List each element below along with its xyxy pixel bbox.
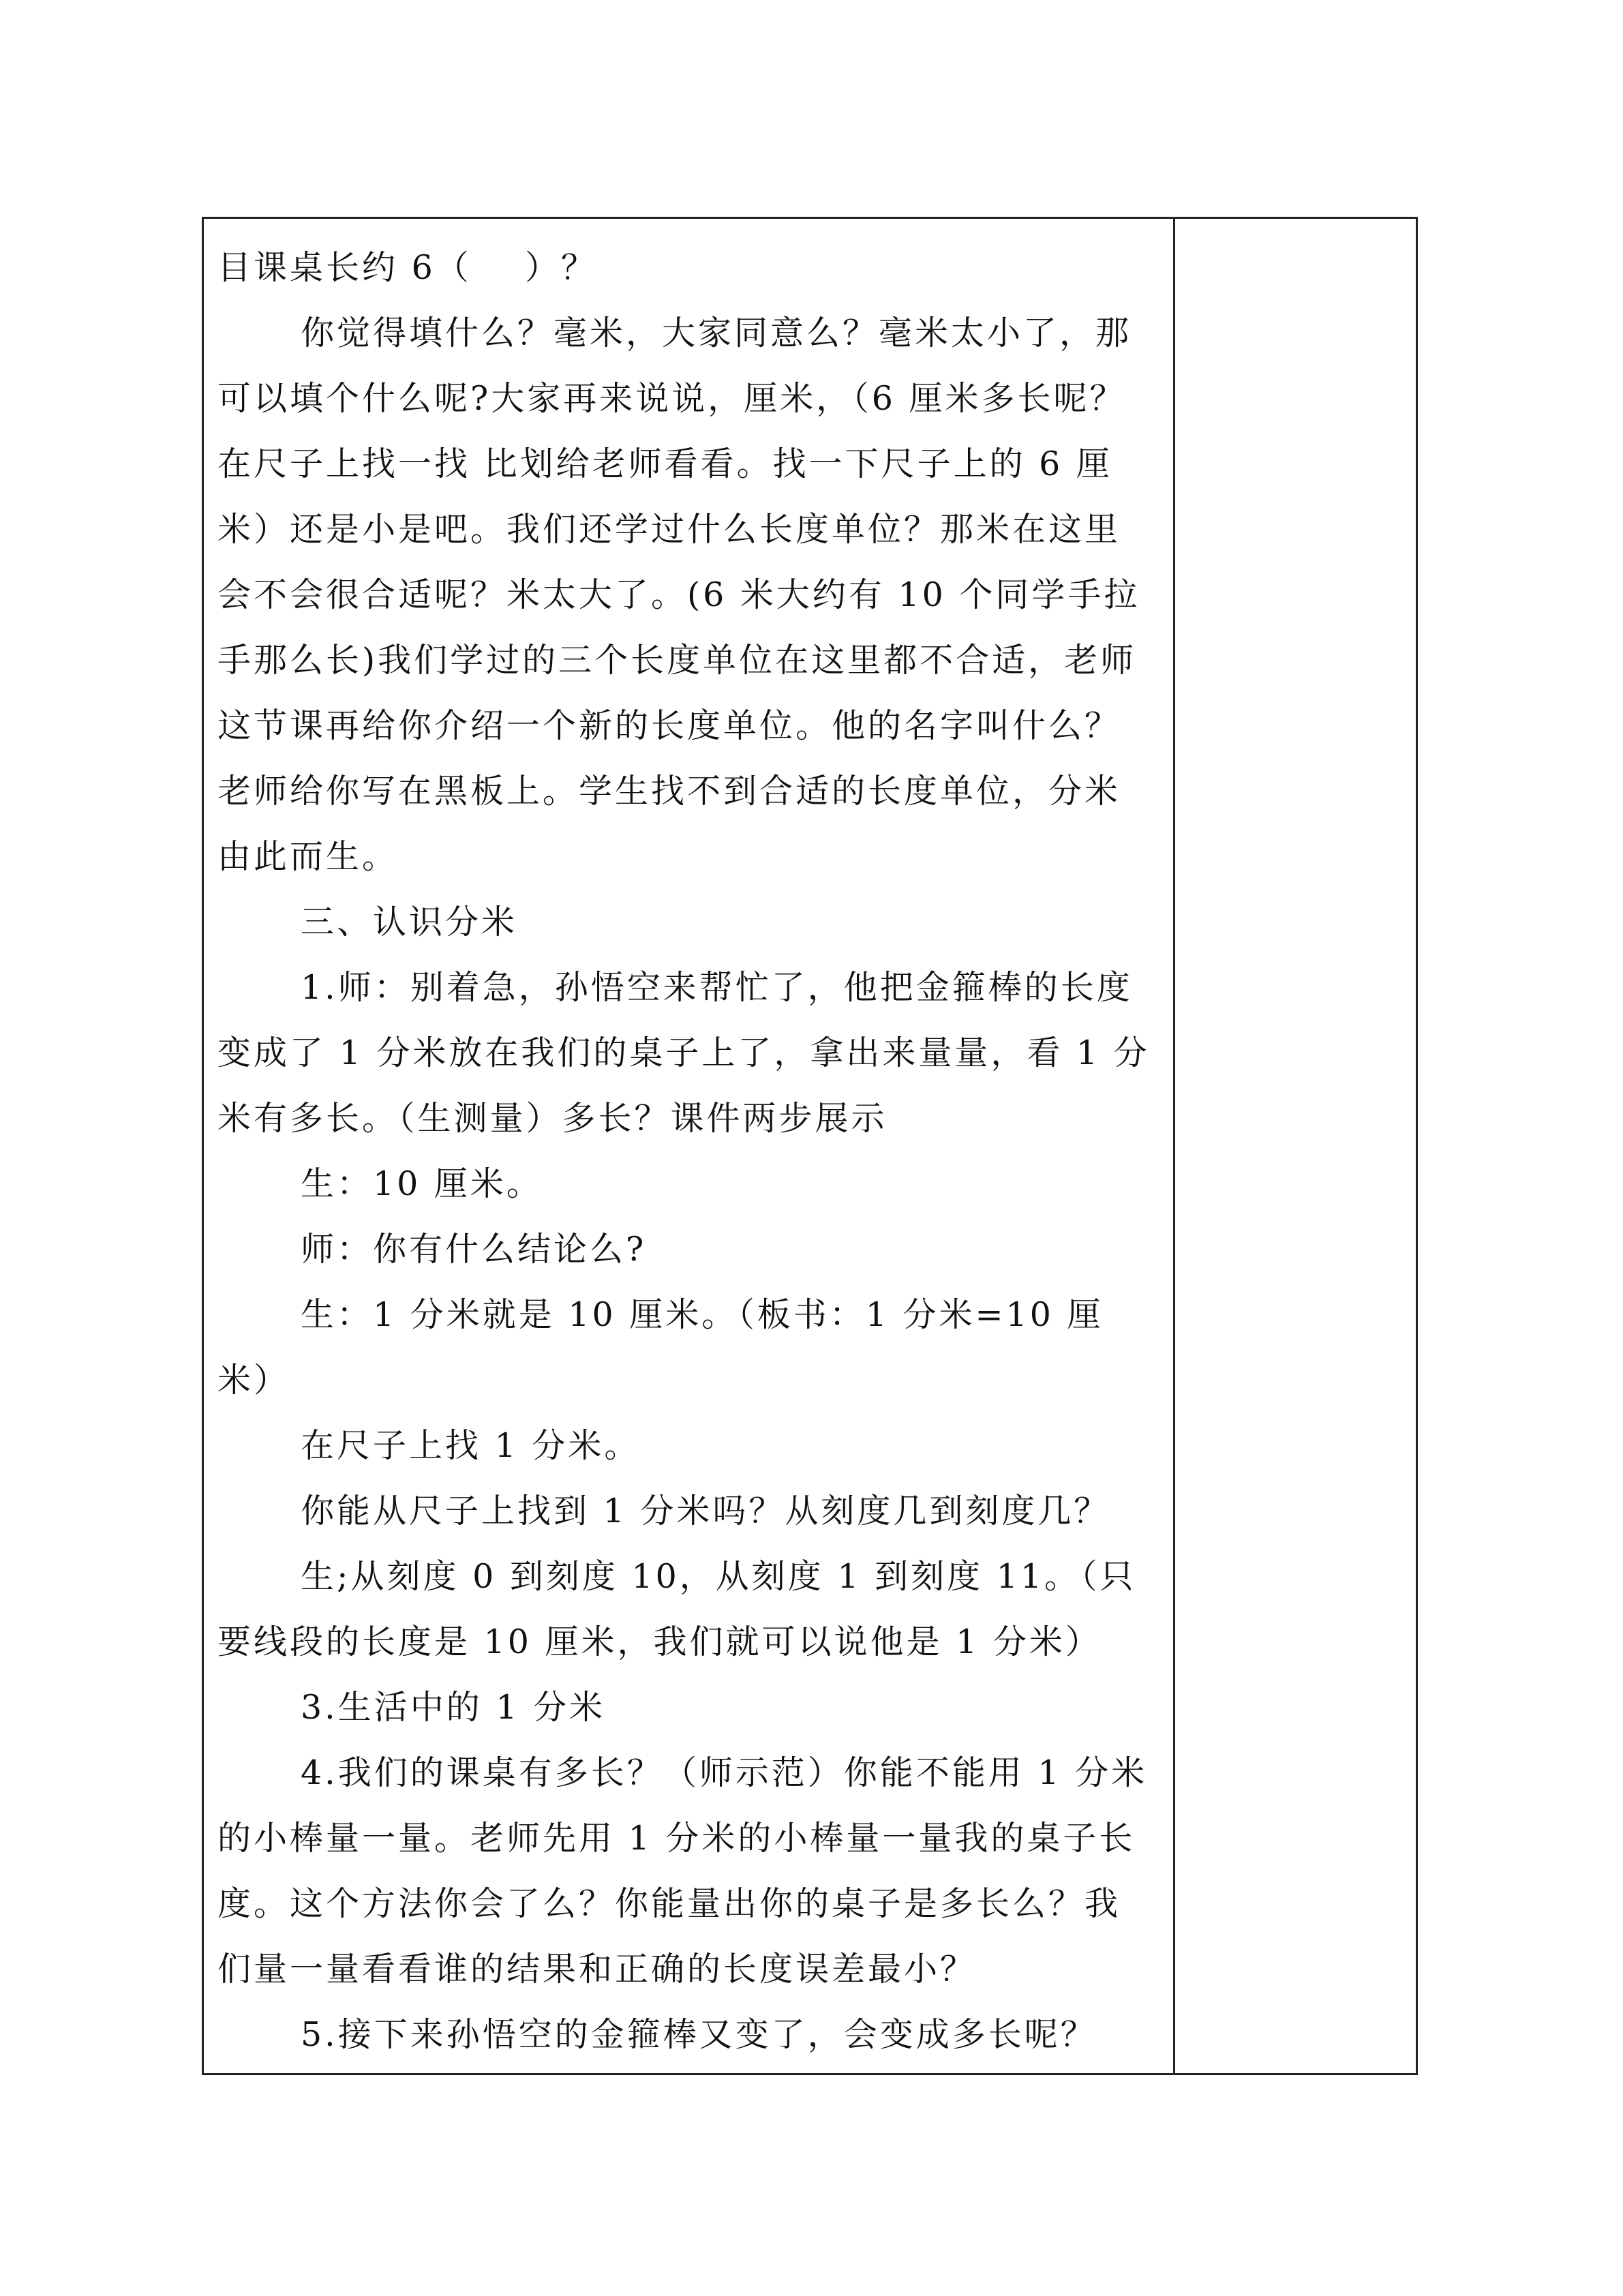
paragraph-student-answer-2: 生：1 分米就是 10 厘米。（板书：1 分米=10 厘米）: [217, 1295, 1104, 1400]
paragraph-student-answer-1: 生：10 厘米。: [301, 1164, 543, 1203]
notes-cell: [1175, 219, 1416, 2073]
lesson-content-cell: [204, 219, 1175, 2073]
paragraph-find-on-ruler: 在尺子上找 1 分米。: [301, 1426, 641, 1465]
section-heading-decimeter: 三、认识分米: [301, 903, 518, 941]
paragraph-unit-discussion: 你觉得填什么？毫米，大家同意么？毫米太小了，那可以填个什么呢?大家再来说说，厘米，（6 厘米多长呢？在尺子上找一找 比划给老师看看。找一下尺子上的 6 厘米）还是小是吧。我们还学过什么长度单位？那米在这里会不会很合适呢？米太大了。(6 米大约有 10 个同学手拉手那么长)我们学过的三个长度单位在这里都不合适，老师这节课再给你介绍一个新的长度单位。他的名字叫什么？老师给你写在黑板上。学生找不到合适的长度单位，分米由此而生。: [217, 314, 1140, 876]
paragraph-step-3: 3.生活中的 1 分米: [301, 1688, 606, 1727]
paragraph-ruler-question: 你能从尺子上找到 1 分米吗？从刻度几到刻度几？: [301, 1492, 1110, 1530]
paragraph-student-answer-3: 生;从刻度 0 到刻度 10，从刻度 1 到刻度 11。（只要线段的长度是 10 厘米，我们就可以说他是 1 分米）: [217, 1557, 1136, 1661]
lesson-plan-table: [202, 217, 1418, 2075]
paragraph-step-4: 4.我们的课桌有多长？（师示范）你能不能用 1 分米的小棒量一量。老师先用 1 分米的小棒量一量我的桌子长度。这个方法你会了么？你能量出你的桌子是多长么？我们量一量看看谁的结果和正确的长度误差最小？: [217, 1753, 1148, 1989]
paragraph-desk-length-question: 目课桌长约 6（ ）？: [217, 248, 598, 287]
paragraph-step-1: 1.师：别着急，孙悟空来帮忙了，他把金箍棒的长度变成了 1 分米放在我们的桌子上了，拿出来量量，看 1 分米有多长。（生测量）多长？课件两步展示: [217, 968, 1150, 1138]
paragraph-teacher-question: 师：你有什么结论么?: [301, 1230, 647, 1269]
paragraph-step-5: 5.接下来孙悟空的金箍棒又变了，会变成多长呢？: [301, 2015, 1097, 2054]
